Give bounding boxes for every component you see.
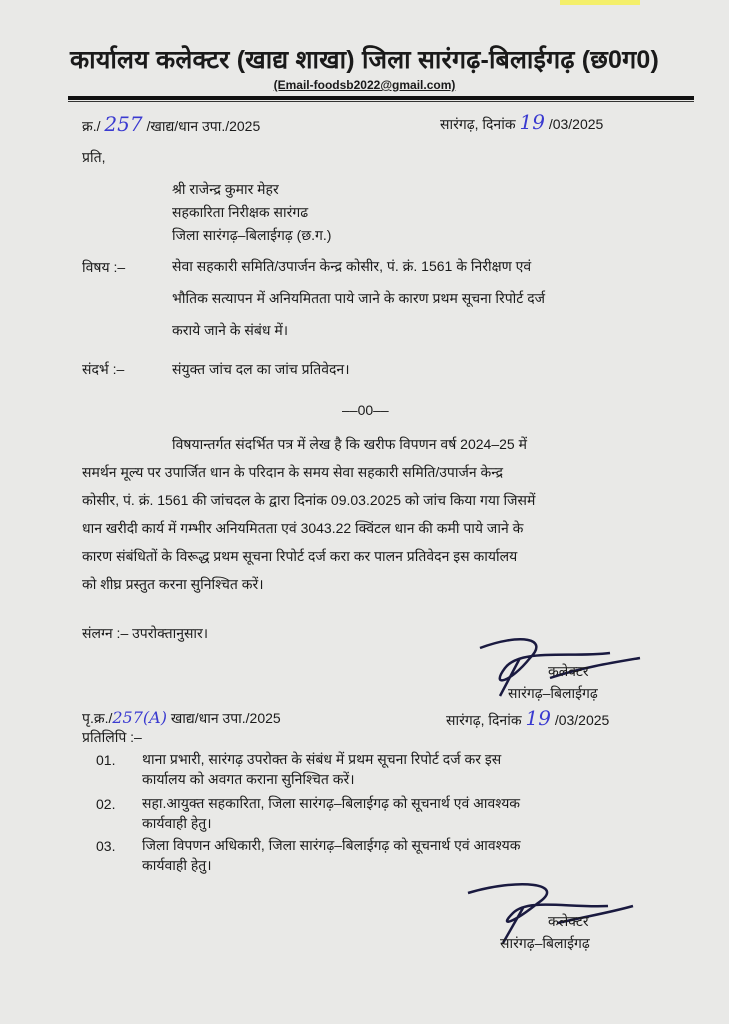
office-email: (Email-foodsb2022@gmail.com) [273,78,456,92]
subject-line: भौतिक सत्यापन में अनियमितता पाये जाने के कारण प्रथम सूचना रिपोर्ट दर्ज [172,290,546,306]
copy-item-line: सहा.आयुक्त सहकारिता, जिला सारंगढ़–बिलाईगढ़ को सूचनार्थ एवं आवश्यक [142,795,521,811]
enclosure: संलग्न :– उपरोक्तानुसार। [82,625,209,641]
copy-item-line: कार्यवाही हेतु। [142,815,212,831]
signer-place-2: सारंगढ़–बिलाईगढ़ [500,935,590,951]
copy-ref-suffix: खाद्य/धान उपा./2025 [170,710,281,726]
body-paragraph [82,430,682,598]
copy-place-date-label: सारंगढ़, दिनांक [446,712,522,728]
separator: ––00–– [342,402,389,418]
signer-place: सारंगढ़–बिलाईगढ़ [508,685,598,701]
copy-item-line: कार्यालय को अवगत कराना सुनिश्चित करें। [142,771,355,787]
copy-ref-prefix: पृ.क्र./ [82,710,113,726]
reference-number [82,112,260,136]
body-line: समर्थन मूल्य पर उपार्जित धान के परिदान के समय सेवा सहकारी समिति/उपार्जन केन्द्र [82,464,504,480]
addressee-designation: सहकारिता निरीक्षक सारंगढ [172,204,309,220]
subject-text [172,250,682,346]
ref-number-handwritten: 257 [104,112,143,136]
body-line: कोसीर, पं. क्रं. 1561 की जांचदल के द्वारा दिनांक 09.03.2025 को जांच किया गया जिसमें [82,492,536,508]
to-label: प्रति, [82,149,106,165]
copy-item-line: जिला विपणन अधिकारी, जिला सारंगढ़–बिलाईगढ़ को सूचनार्थ एवं आवश्यक [142,837,521,853]
body-line: धान खरीदी कार्य में गम्भीर अनियमितता एवं 3043.22 क्विंटल धान की कमी पाये जाने के [82,520,524,536]
body-line: को शीघ्र प्रस्तुत करना सुनिश्चित करें। [82,576,264,592]
reference-text: संयुक्त जांच दल का जांच प्रतिवेदन। [172,361,350,377]
copy-date-day-handwritten: 19 [525,706,551,730]
copy-item-number: 03. [96,838,116,854]
header-rule [68,96,694,100]
body-line: विषयान्तर्गत संदर्भित पत्र में लेख है कि खरीफ विपणन वर्ष 2024–25 में [172,436,527,452]
subject-line: सेवा सहकारी समिति/उपार्जन केन्द्र कोसीर, पं. क्रं. 1561 के निरीक्षण एवं [172,258,532,274]
signer-title-2: कलेक्टर [548,913,589,929]
subject-line: कराये जाने के संबंध में। [172,322,289,338]
copy-date [446,706,609,730]
header-rule-thin [68,101,694,102]
reference-label: संदर्भ :– [82,361,125,377]
copy-label: प्रतिलिपि :– [82,729,142,745]
ref-prefix: क्र./ [82,118,101,134]
copy-date-month-year: /03/2025 [554,712,610,728]
signer-title: कलेक्टर [548,663,589,679]
copy-reference-number [82,708,281,728]
place-date-label: सारंगढ़, दिनांक [440,116,516,132]
addressee-district: जिला सारंगढ़–बिलाईगढ़ (छ.ग.) [172,227,332,243]
body-line: कारण संबंधितों के विरूद्ध प्रथम सूचना रिपोर्ट दर्ज करा कर पालन प्रतिवेदन इस कार्यालय [82,548,518,564]
addressee-name: श्री राजेन्द्र कुमार मेहर [172,181,279,197]
ref-suffix: /खाद्य/धान उपा./2025 [146,118,261,134]
letter-date [440,110,603,134]
copy-item-number: 02. [96,796,116,812]
date-day-handwritten: 19 [519,110,545,134]
copy-item-line: थाना प्रभारी, सारंगढ़ उपरोक्त के संबंध में प्रथम सूचना रिपोर्ट दर्ज कर इस [142,751,502,767]
copy-item-number: 01. [96,752,116,768]
office-title: कार्यालय कलेक्टर (खाद्य शाखा) जिला सारंगढ़-बिलाईगढ़ (छ0ग0) [69,46,660,74]
highlight-mark [560,0,640,5]
copy-ref-number-handwritten: 257(A) [112,708,167,727]
copy-item-line: कार्यवाही हेतु। [142,857,212,873]
subject-label: विषय :– [82,259,126,275]
date-month-year: /03/2025 [548,116,604,132]
